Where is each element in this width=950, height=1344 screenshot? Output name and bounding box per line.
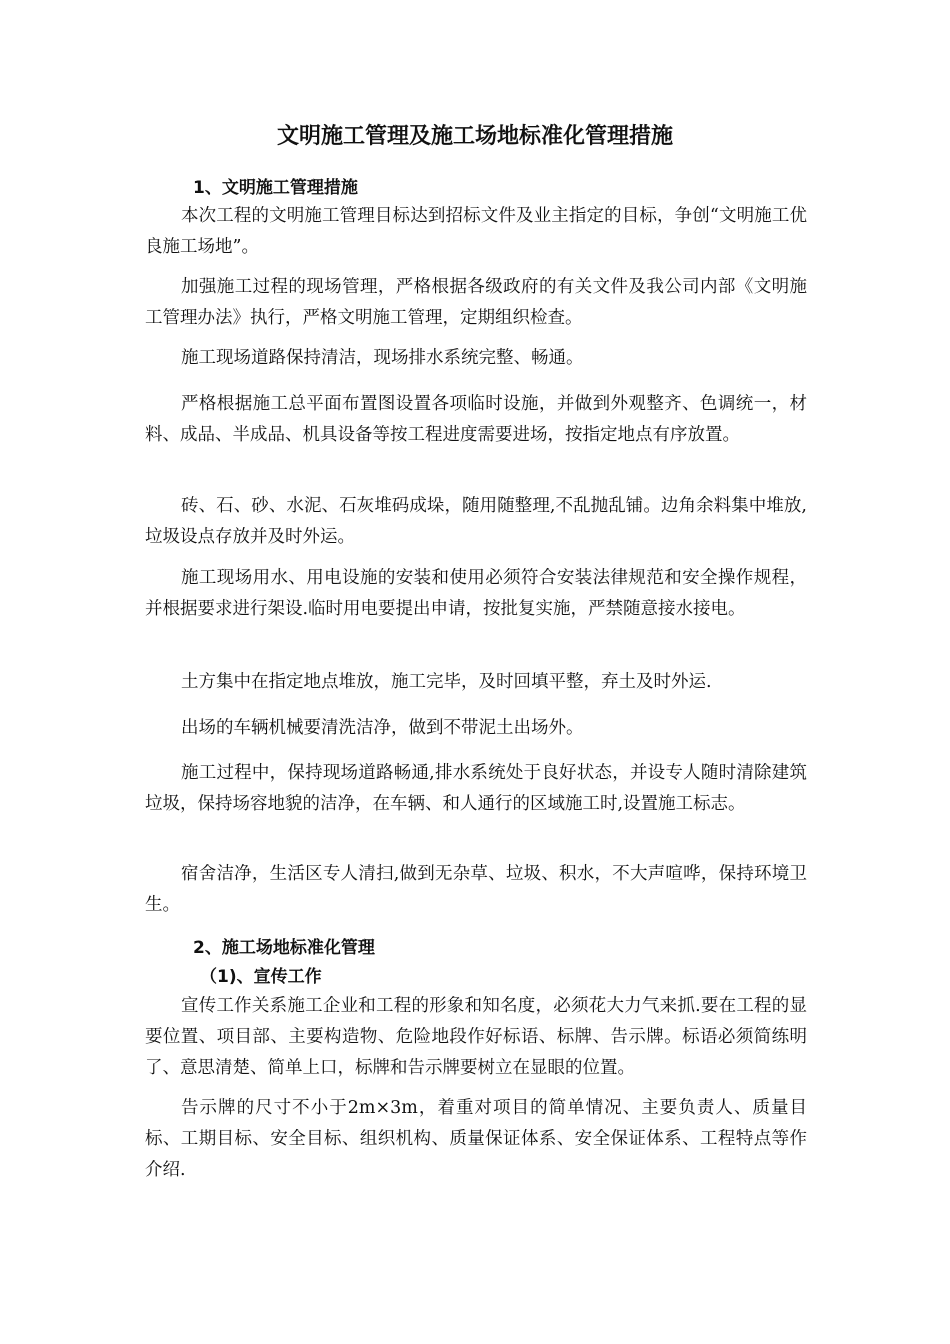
paragraph: 施工现场道路保持清洁，现场排水系统完整、畅通。 xyxy=(181,348,584,368)
paragraph: 告示牌的尺寸不小于2m×3m，着重对项目的简单情况、主要负责人、质量目标、工期目标、安全目标、组织机构、质量保证体系、安全保证体系、工程特点等作介绍. xyxy=(145,1098,807,1180)
document-title: 文明施工管理及施工场地标准化管理措施 xyxy=(276,124,673,149)
paragraph: 施工现场用水、用电设施的安装和使用必须符合安装法律规范和安全操作规程，并根据要求进行架设.临时用电要提出申请，按批复实施，严禁随意接水接电。 xyxy=(145,568,807,619)
paragraph: 土方集中在指定地点堆放，施工完毕，及时回填平整，弃土及时外运. xyxy=(181,672,712,692)
paragraph: 施工过程中，保持现场道路畅通,排水系统处于良好状态，并设专人随时清除建筑垃圾，保持场容地貌的洁净，在车辆、和人通行的区域施工时,设置施工标志。 xyxy=(145,763,807,814)
paragraph: 砖、石、砂、水泥、石灰堆码成垛，随用随整理,不乱抛乱铺。边角余料集中堆放,垃圾设点存放并及时外运。 xyxy=(145,496,807,547)
subsection-heading: （1)、宣传工作 xyxy=(200,967,322,987)
paragraph: 宿舍洁净，生活区专人清扫,做到无杂草、垃圾、积水，不大声喧哗，保持环境卫生。 xyxy=(145,864,807,915)
paragraph: 本次工程的文明施工管理目标达到招标文件及业主指定的目标，争创“文明施工优良施工场地”。 xyxy=(145,206,807,257)
paragraph: 宣传工作关系施工企业和工程的形象和知名度，必须花大力气来抓.要在工程的显要位置、项目部、主要构造物、危险地段作好标语、标牌、告示牌。标语必须简练明了、意思清楚、简单上口，标牌和告示牌要树立在显眼的位置。 xyxy=(145,996,807,1078)
paragraph: 出场的车辆机械要清洗洁净，做到不带泥土出场外。 xyxy=(181,718,584,738)
paragraph: 严格根据施工总平面布置图设置各项临时设施，并做到外观整齐、色调统一，材料、成品、半成品、机具设备等按工程进度需要进场，按指定地点有序放置。 xyxy=(145,394,807,445)
paragraph: 加强施工过程的现场管理，严格根据各级政府的有关文件及我公司内部《文明施工管理办法》执行，严格文明施工管理，定期组织检查。 xyxy=(145,277,807,328)
section-heading-2: 2、施工场地标准化管理 xyxy=(193,938,375,958)
section-heading-1: 1、文明施工管理措施 xyxy=(193,178,358,198)
